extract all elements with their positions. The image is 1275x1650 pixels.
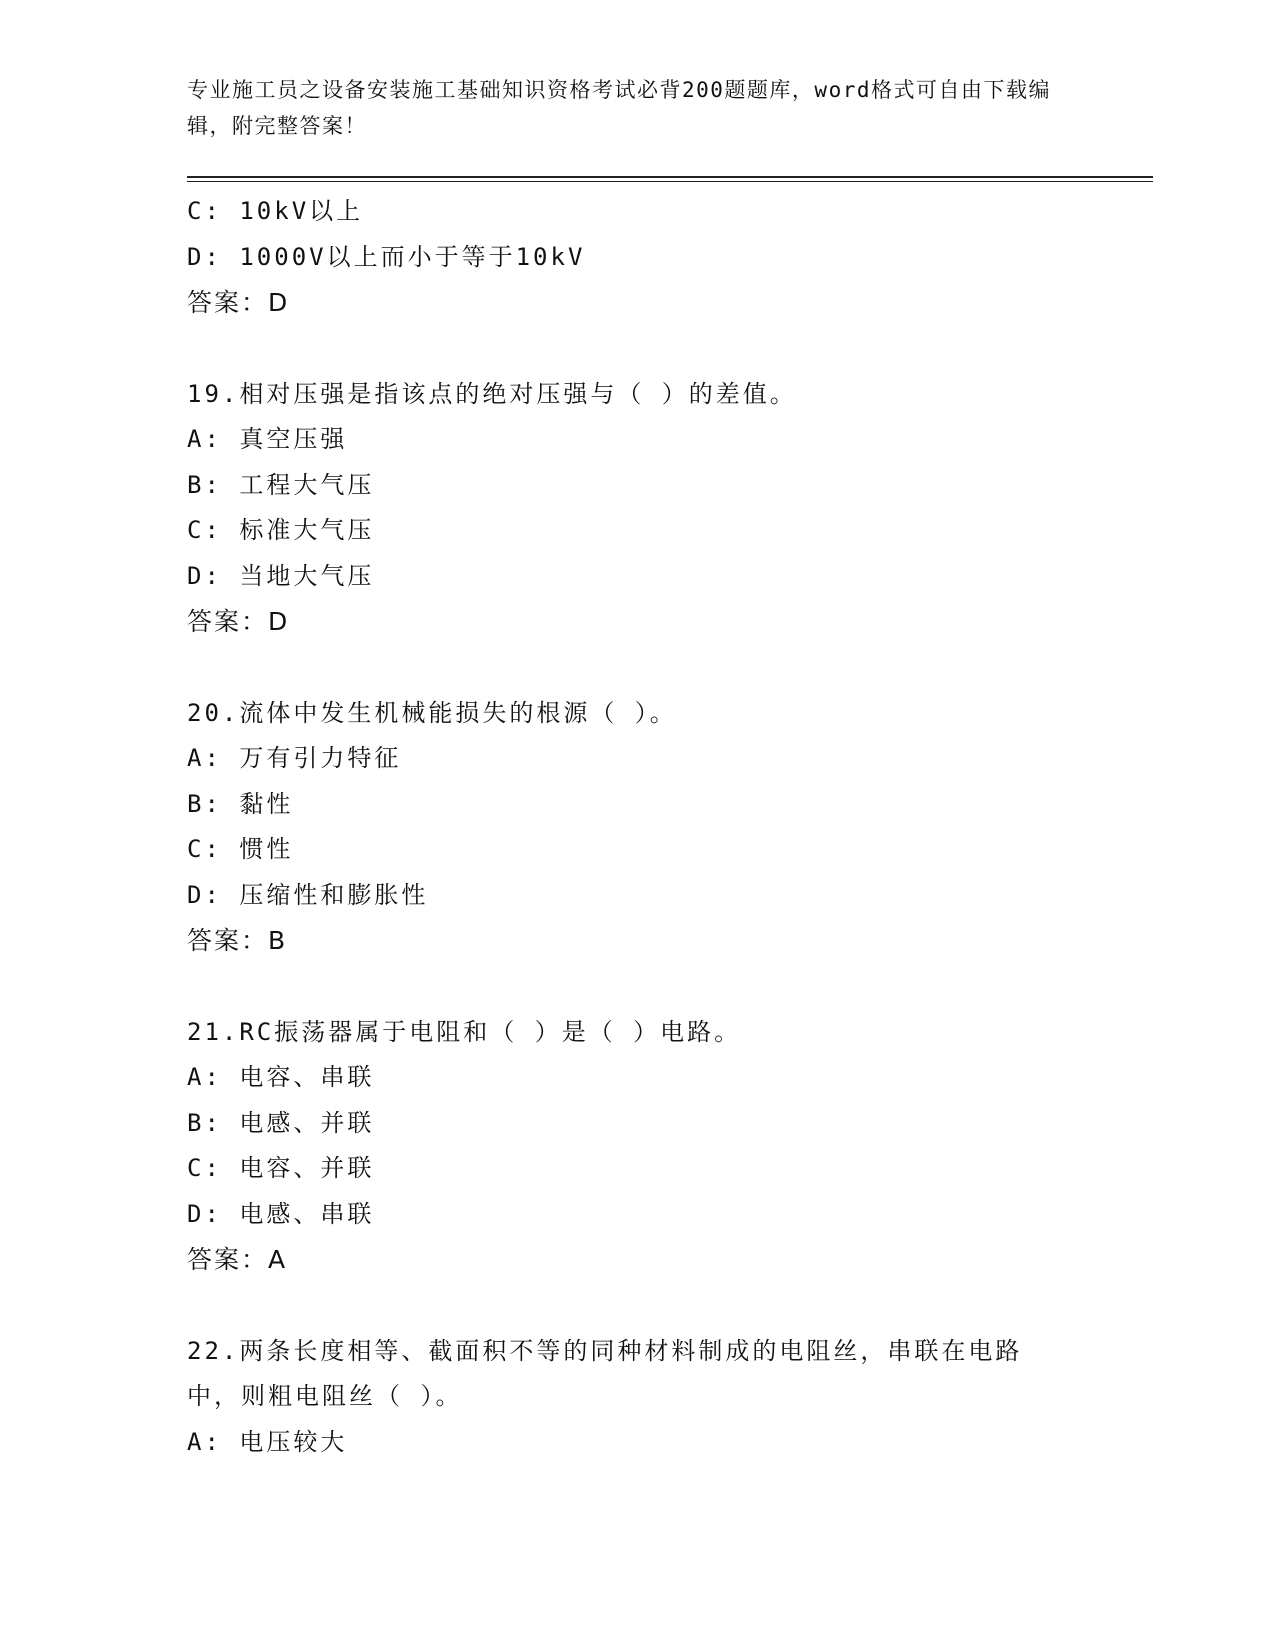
answer: 答案：A: [187, 1245, 288, 1274]
document-header: 专业施工员之设备安装施工基础知识资格考试必背200题题库，word格式可自由下载编辑，附完整答案！: [187, 78, 1051, 138]
option-b: B: 工程大气压: [187, 470, 375, 499]
option-c: C: 电容、并联: [187, 1154, 375, 1182]
question-text: 20.流体中发生机械能损失的根源（ ）。: [187, 698, 677, 727]
option-a: A: 真空压强: [187, 425, 348, 453]
option-c: C: 10kV以上: [187, 197, 364, 225]
question-block-21: [187, 1010, 1087, 1283]
question-text-line-1: 22.两条长度相等、截面积不等的同种材料制成的电阻丝，串联在电路: [187, 1336, 1023, 1365]
question-block-20: [187, 691, 1087, 964]
question-text: 21.RC振荡器属于电阻和（ ）是（ ）电路。: [187, 1017, 742, 1046]
header-divider-thick: [187, 176, 1153, 178]
option-b: B: 黏性: [187, 789, 294, 818]
option-d: D: 电感、串联: [187, 1199, 375, 1228]
question-block-18: [187, 189, 1087, 326]
answer: 答案：B: [187, 926, 288, 955]
option-a: A: 电容、串联: [187, 1063, 375, 1091]
option-a: A: 电压较大: [187, 1427, 348, 1456]
option-d: D: 当地大气压: [187, 561, 375, 590]
option-c: C: 惯性: [187, 835, 294, 863]
question-block-22: [187, 1329, 1087, 1466]
question-text: 19.相对压强是指该点的绝对压强与（ ）的差值。: [187, 379, 797, 408]
document-body: [187, 189, 1087, 1465]
option-a: A: 万有引力特征: [187, 744, 402, 772]
option-b: B: 电感、并联: [187, 1108, 375, 1137]
option-d: D: 1000V以上而小于等于10kV: [187, 242, 586, 271]
option-c: C: 标准大气压: [187, 516, 375, 544]
option-d: D: 压缩性和膨胀性: [187, 880, 429, 909]
question-block-19: [187, 372, 1087, 645]
answer: 答案：D: [187, 607, 290, 636]
header-divider-thin: [187, 181, 1153, 182]
question-text-line-2: 中，则粗电阻丝（ ）。: [187, 1382, 463, 1410]
answer: 答案：D: [187, 288, 290, 317]
